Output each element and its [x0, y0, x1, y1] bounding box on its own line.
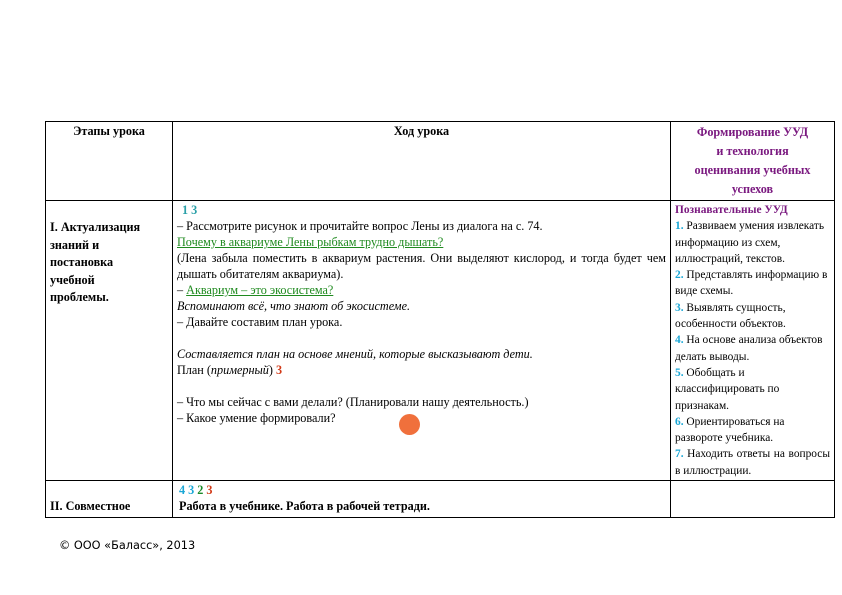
uud-item: 6. Ориентироваться на развороте учебника. [675, 415, 785, 445]
header-lesson-course: Ход урока [393, 124, 450, 138]
step-number: 3 [206, 483, 213, 498]
table-row [46, 481, 835, 518]
lesson-line [177, 282, 666, 298]
stage-line: постановка [50, 255, 114, 269]
plan-prefix: План ( [177, 363, 211, 377]
lesson-line: – Рассмотрите рисунок и прочитайте вопрос Лены из диалога на с. 74. [177, 219, 543, 233]
step-number: 2 [197, 483, 204, 498]
copyright-footer: © ООО «Баласс», 2013 [59, 539, 196, 552]
step-number: 3 [191, 203, 198, 217]
pointer-marker [399, 414, 420, 435]
uud-item: 1. Развиваем умения извлекать информацию из схем, иллюстраций, текстов. [675, 220, 825, 265]
uud-cell [671, 201, 835, 481]
spacer [177, 378, 666, 394]
lesson-line [177, 362, 666, 378]
lesson-line: – Давайте составим план урока. [177, 315, 343, 329]
dash: – [177, 283, 187, 297]
uud-item: 5. Обобщать и классифицировать по признакам. [675, 366, 780, 412]
header-uud-line1: Формирование УУД [696, 125, 809, 139]
lesson-line: – Что мы сейчас с вами делали? (Планировали нашу деятельность.) [177, 395, 529, 409]
step-number: 4 [179, 483, 186, 498]
table-header-row [46, 122, 835, 201]
ecosystem-link[interactable]: Аквариум – это экосистема? [186, 283, 334, 297]
lesson-course-cell [173, 201, 671, 481]
stage-line: I. Актуализация [50, 220, 141, 234]
step-number: 3 [188, 483, 195, 498]
stage-line: II. Совместное [50, 499, 131, 514]
header-uud-line3: оценивания учебных [694, 163, 811, 177]
spacer [177, 330, 666, 346]
header-uud-cell [671, 122, 835, 201]
stage-cell [46, 481, 173, 518]
uud-item: 7. Находить ответы на вопросы в иллюстрации. [675, 448, 830, 477]
stage-line: знаний и [50, 237, 100, 252]
plan-suffix: ) [268, 363, 276, 377]
plan-italic: примерный [210, 363, 269, 377]
lesson-line: – Какое умение формировали? [177, 411, 336, 425]
stage-line: учебной [50, 272, 95, 287]
header-course-cell [173, 122, 671, 201]
stage-cell [46, 201, 173, 481]
step-number: 1 [182, 203, 189, 217]
table-row [46, 201, 835, 481]
lesson-course-cell [173, 481, 671, 518]
uud-item: 4. На основе анализа объектов делать выводы. [675, 334, 823, 363]
question-link[interactable]: Почему в аквариуме Лены рыбкам трудно дышать? [177, 235, 444, 249]
stage-line: проблемы. [50, 290, 109, 304]
header-stages-cell [46, 122, 173, 201]
header-stages: Этапы урока [73, 124, 145, 138]
header-uud-line4: успехов [731, 182, 774, 196]
uud-cell [671, 481, 835, 518]
step-numbers [177, 202, 666, 218]
step-number: 3 [276, 363, 283, 377]
lesson-line: Составляется план на основе мнений, которые высказывают дети. [177, 347, 533, 361]
lesson-line: Работа в учебнике. Работа в рабочей тетради. [179, 499, 430, 514]
header-uud-line2: и технология [716, 144, 789, 158]
uud-item: 3. Выявлять сущность, особенности объектов. [675, 301, 786, 331]
lesson-table [45, 121, 835, 518]
lesson-line: Вспоминают всё, что знают об экосистеме. [177, 299, 411, 313]
uud-title: Познавательные УУД [675, 204, 788, 216]
lesson-line: (Лена забыла поместить в аквариум растения. Они выделяют кислород, и тогда будет чем дышать обитателям аквариума). [177, 251, 666, 281]
uud-item: 2. Представлять информацию в виде схемы. [675, 269, 828, 298]
step-numbers [177, 482, 666, 498]
